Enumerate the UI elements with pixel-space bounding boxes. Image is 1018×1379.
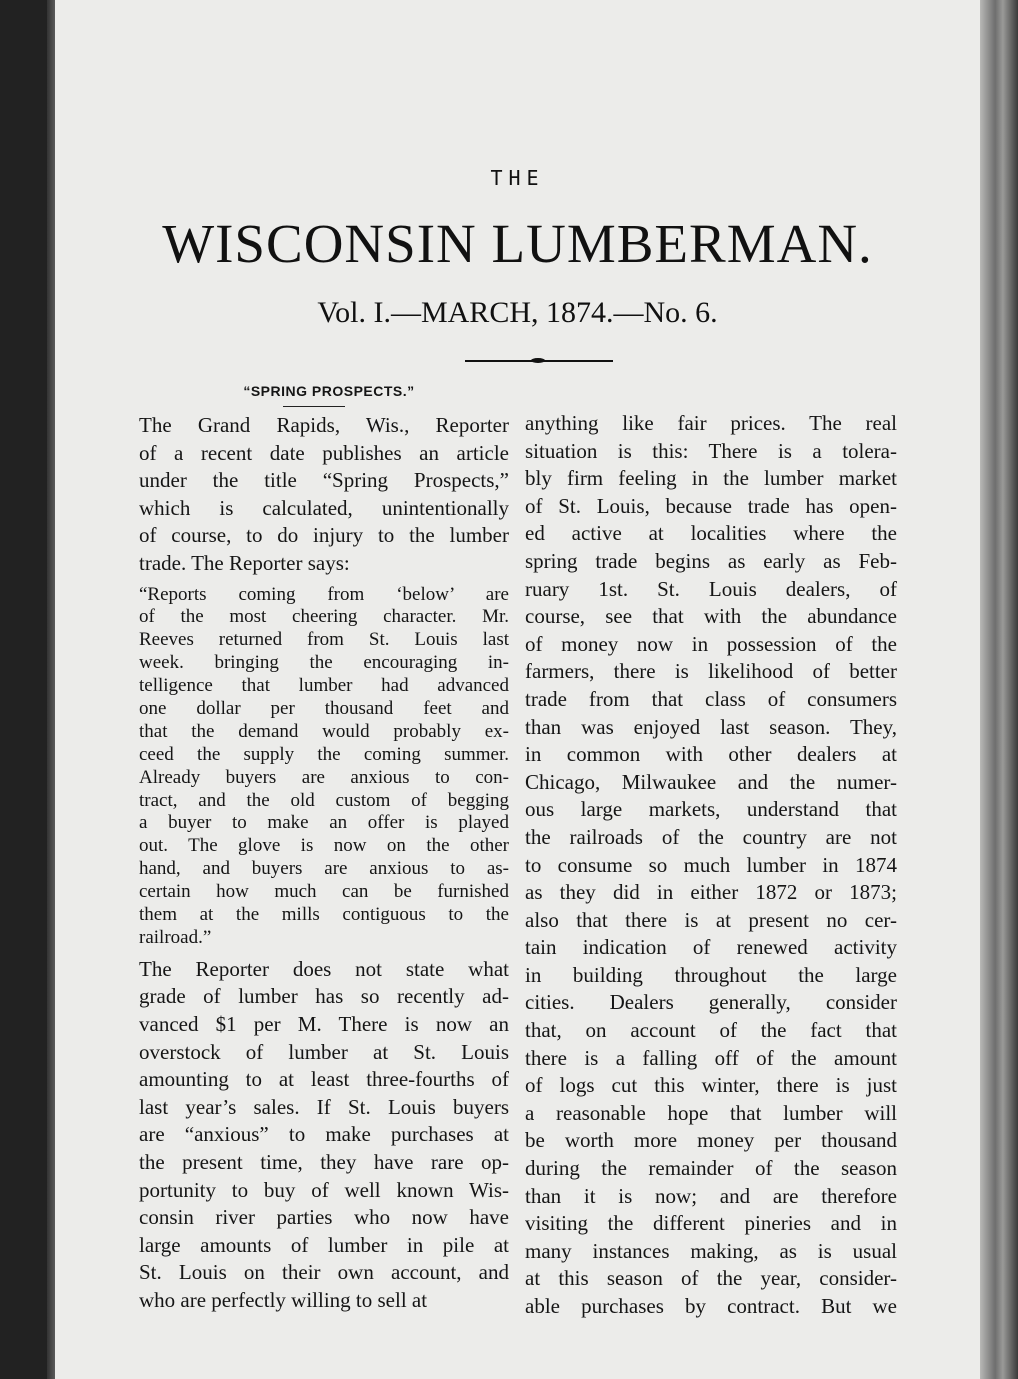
text-line: ous large markets, understand that [525, 797, 897, 822]
text-line: certain how much can be furnished [139, 881, 509, 903]
masthead-title: WISCONSIN LUMBERMAN. [162, 213, 873, 274]
text-line: consin river parties who now have [139, 1205, 509, 1230]
text-line: situation is this: There is a tolera- [525, 438, 897, 463]
text-line: that, on account of the fact that [525, 1018, 897, 1043]
article-heading: “SPRING PROSPECTS.” [243, 383, 415, 399]
text-line: a reasonable hope that lumber will [525, 1100, 897, 1125]
text-line: of money now in possession of the [525, 631, 897, 656]
text-line: farmers, there is likelihood of better [525, 659, 897, 684]
text-line: under the title “Spring Prospects,” [139, 468, 509, 493]
text-line: visiting the different pineries and in [525, 1211, 897, 1236]
text-line: of St. Louis, because trade has open- [525, 493, 897, 518]
text-line: trade from that class of consumers [525, 686, 897, 711]
text-line: tain indication of renewed activity [525, 935, 897, 960]
text-line: at this season of the year, consider- [525, 1266, 897, 1291]
text-line: than was enjoyed last season. They, [525, 714, 897, 739]
text-line: which is calculated, unintentionally [139, 495, 509, 520]
text-line: Chicago, Milwaukee and the numer- [525, 769, 897, 794]
text-line: than it is now; and are therefore [525, 1183, 897, 1208]
text-line: who are perfectly willing to sell at [139, 1287, 428, 1312]
text-line: of course, to do injury to the lumber [139, 523, 509, 548]
text-line: there is a falling off of the amount [525, 1045, 897, 1070]
text-line: spring trade begins as early as Feb- [525, 548, 897, 573]
text-line: vanced $1 per M. There is now an [139, 1012, 509, 1036]
text-line: course, see that with the abundance [525, 604, 897, 629]
masthead-the: THE [490, 166, 545, 190]
text-line: ceed the supply the coming summer. [139, 743, 509, 765]
text-line: as they did in either 1872 or 1873; [525, 880, 897, 905]
text-line: grade of lumber has so recently ad- [139, 984, 509, 1009]
text-line: overstock of lumber at St. Louis [139, 1039, 509, 1064]
text-line: bly firm feeling in the lumber market [525, 466, 897, 491]
column-right [525, 410, 897, 1321]
text-line: tract, and the old custom of begging [139, 789, 509, 811]
text-line: anything like fair prices. The real [525, 411, 897, 435]
text-line: The Reporter does not state what [139, 956, 509, 981]
text-line: of logs cut this winter, there is just [525, 1073, 897, 1098]
ornamental-rule [465, 360, 613, 362]
text-line: week. bringing the encouraging in- [139, 652, 509, 674]
text-line: ruary 1st. St. Louis dealers, of [525, 576, 897, 601]
text-line: are “anxious” to make purchases at [139, 1122, 509, 1147]
text-line: The Grand Rapids, Wis., Reporter [139, 413, 509, 437]
text-line: ed active at localities where the [525, 521, 897, 546]
text-line: Reeves returned from St. Louis last [139, 629, 509, 651]
book-spine-edge [47, 0, 55, 1379]
text-line: hand, and buyers are anxious to as- [139, 858, 509, 880]
text-line: of a recent date publishes an article [139, 440, 509, 465]
text-line: in common with other dealers at [525, 742, 897, 767]
text-line: also that there is at present no cer- [525, 907, 897, 932]
text-line: to consume so much lumber in 1874 [525, 852, 897, 877]
paragraph-response [139, 956, 509, 1315]
text-line: trade. The Reporter says: [139, 550, 350, 575]
text-line: amounting to at least three-fourths of [139, 1067, 509, 1092]
heading-underline [283, 406, 345, 407]
text-line: portunity to buy of well known Wis- [139, 1177, 509, 1202]
column-left [139, 383, 509, 1315]
text-line: a buyer to make an offer is played [139, 812, 509, 834]
text-line: the railroads of the country are not [525, 824, 897, 849]
magazine-page [55, 0, 980, 1379]
text-line: be worth more money per thousand [525, 1128, 897, 1153]
text-line: one dollar per thousand feet and [139, 698, 509, 720]
text-line: able purchases by contract. But we [525, 1294, 897, 1318]
text-line: the present time, they have rare op- [139, 1149, 509, 1174]
text-line: in building throughout the large [525, 962, 897, 987]
text-line: cities. Dealers generally, consider [525, 990, 897, 1015]
paragraph-intro [139, 412, 509, 578]
text-line: out. The glove is now on the other [139, 835, 509, 857]
text-line: Already buyers are anxious to con- [139, 766, 509, 788]
text-line: of the most cheering character. Mr. [139, 606, 509, 628]
text-line: St. Louis on their own account, and [139, 1260, 509, 1285]
text-line: large amounts of lumber in pile at [139, 1232, 509, 1257]
text-line: telligence that lumber had advanced [139, 675, 509, 697]
text-line: last year’s sales. If St. Louis buyers [139, 1094, 509, 1119]
scan-right-margin [980, 0, 1018, 1379]
text-line: railroad.” [139, 926, 212, 948]
text-line: them at the mills contiguous to the [139, 904, 509, 926]
text-line: many instances making, as is usual [525, 1238, 897, 1263]
issue-line: Vol. I.—MARCH, 1874.—No. 6. [317, 296, 718, 329]
paragraph-quote [139, 584, 509, 950]
text-line: that the demand would probably ex- [139, 720, 509, 742]
text-line: “Reports coming from ‘below’ are [139, 583, 509, 605]
text-line: during the remainder of the season [525, 1156, 897, 1181]
scan-left-margin [0, 0, 55, 1379]
